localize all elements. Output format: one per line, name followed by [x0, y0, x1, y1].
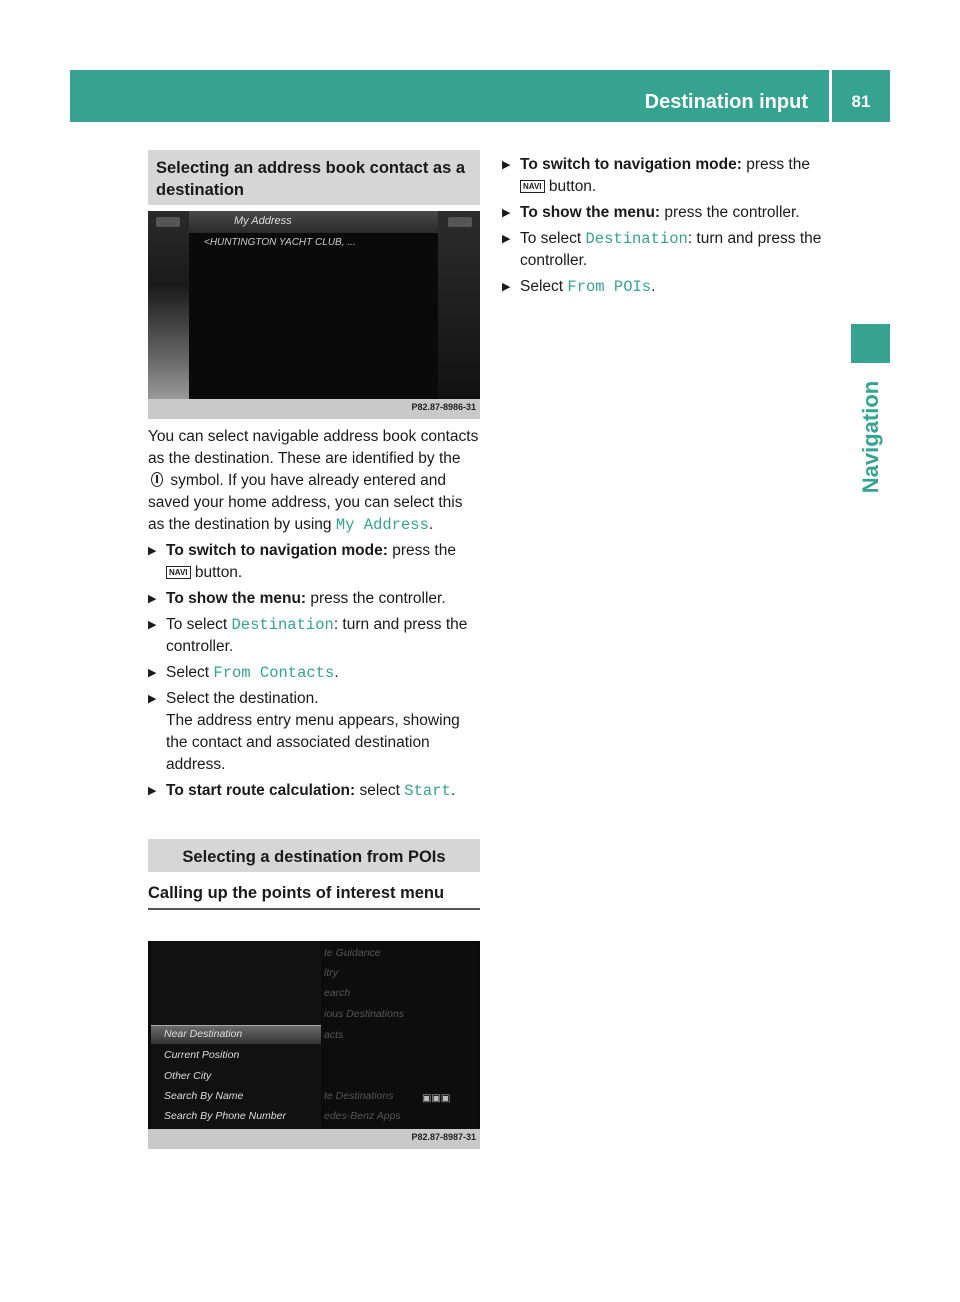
page-header: [70, 70, 890, 122]
step-text: To select: [520, 230, 586, 247]
step-arrow-icon: ▶: [148, 667, 157, 679]
step-text: press the: [387, 542, 456, 559]
page-number: 81: [851, 92, 871, 111]
step-bold: To show the menu:: [520, 204, 661, 221]
step-item: [502, 154, 834, 198]
step-text: Select the destination.: [166, 690, 319, 707]
step-arrow-icon: ▶: [502, 281, 511, 293]
section-heading: Selecting a destination from POIs: [148, 839, 480, 872]
step-arrow-icon: ▶: [148, 593, 157, 605]
menu-item-other-city: Other City: [164, 1070, 212, 1082]
step-item: [148, 780, 480, 802]
side-tab: [851, 372, 890, 502]
intro-paragraph: You can select navigable address book contacts as the destination. These are identified by the symbol. If you have already entered and saved your home address, you can select this as the destination by using My Address.: [148, 428, 479, 534]
step-item: [148, 540, 480, 584]
step-text: button.: [190, 564, 243, 581]
step-item: [148, 588, 480, 610]
bg-menu-item: ltry: [324, 967, 338, 979]
step-bold: To switch to navigation mode:: [166, 542, 388, 559]
step-text: To select: [166, 616, 232, 633]
bg-menu-item: edes-Benz Apps: [324, 1110, 401, 1122]
step-text: Select: [166, 664, 214, 681]
left-panel: [148, 211, 189, 399]
screenshot-my-address: [148, 211, 480, 419]
back-icon: [156, 217, 180, 227]
right-column: [502, 150, 834, 298]
screenshot-poi-menu: [148, 941, 480, 1149]
my-address-menu-term: My Address: [335, 516, 429, 534]
step-text: .: [450, 782, 456, 799]
bg-menu-item: ious Destinations: [324, 1008, 404, 1020]
menu-term: Destination: [585, 230, 688, 248]
image-footer: [148, 1129, 480, 1149]
step-arrow-icon: ▶: [148, 693, 157, 705]
bg-menu-item: te Guidance: [324, 947, 381, 959]
step-arrow-icon: ▶: [502, 159, 511, 171]
step-text: : turn and press the controller.: [166, 616, 468, 655]
menu-term: Destination: [231, 616, 334, 634]
step-text: button.: [544, 178, 597, 195]
step-result-text: The address entry menu appears, showing the contact and associated destination address.: [166, 712, 460, 773]
menu-term: From Contacts: [213, 664, 335, 682]
step-arrow-icon: ▶: [502, 207, 511, 219]
sub-heading: Calling up the points of interest menu: [148, 882, 480, 910]
step-arrow-icon: ▶: [148, 545, 157, 557]
menu-item-current-position: Current Position: [164, 1049, 240, 1061]
screen-title: My Address: [234, 215, 292, 227]
step-arrow-icon: ▶: [502, 233, 511, 245]
step-text: Select: [520, 278, 568, 295]
step-text: select: [355, 782, 405, 799]
step-text: .: [651, 278, 656, 295]
image-footer: [148, 399, 480, 419]
intro-text-2: symbol. If you have already entered and saved your home address, you can select this as the destination by using: [148, 472, 463, 533]
step-bold: To show the menu:: [166, 590, 307, 607]
step-bold: To start route calculation:: [166, 782, 356, 799]
image-code: P82.87-8986-31: [411, 402, 476, 412]
step-arrow-icon: ▶: [148, 619, 157, 631]
step-text: .: [334, 664, 339, 681]
side-tab-label: Navigation: [857, 380, 883, 494]
menu-term: From POIs: [567, 278, 652, 296]
step-text: press the: [741, 156, 810, 173]
step-bold: To switch to navigation mode:: [520, 156, 742, 173]
bg-menu-item: te Destinations: [324, 1090, 394, 1102]
menu-term: Start: [404, 782, 451, 800]
step-text: : turn and press the controller.: [520, 230, 822, 269]
title-bar: [189, 211, 438, 233]
step-item: [502, 202, 834, 224]
spacer: [148, 802, 480, 839]
spacer: [148, 872, 480, 882]
menu-item-search-by-name: Search By Name: [164, 1090, 244, 1102]
options-icon: [448, 217, 472, 227]
chapter-title: Destination input: [644, 91, 808, 113]
image-code: P82.87-8987-31: [411, 1132, 476, 1142]
bg-menu-item: acts: [324, 1029, 344, 1041]
step-text: press the controller.: [306, 590, 446, 607]
bg-menu-item: earch: [324, 987, 351, 999]
destination-pin-icon: [151, 472, 163, 487]
menu-item-search-by-phone: Search By Phone Number: [164, 1110, 286, 1122]
step-item: [502, 276, 834, 298]
right-panel: [438, 211, 480, 399]
intro-text-1: You can select navigable address book contacts as the destination. These are identified by the: [148, 428, 479, 467]
side-tab-marker: [851, 324, 890, 363]
menu-item-near-destination: Near Destination: [164, 1028, 243, 1040]
step-item: [148, 688, 480, 776]
step-arrow-icon: ▶: [148, 785, 157, 797]
navi-key-icon: NAVI: [166, 566, 191, 579]
step-text: press the controller.: [660, 204, 800, 221]
step-item: [148, 614, 480, 658]
status-icons: ▣▣▣: [422, 1093, 451, 1104]
navi-key-icon: NAVI: [520, 180, 545, 193]
section-heading: Selecting an address book contact as a destination: [148, 150, 480, 205]
contact-row: <HUNTINGTON YACHT CLUB, ...: [204, 237, 356, 248]
step-item: [148, 662, 480, 684]
step-item: [502, 228, 834, 272]
